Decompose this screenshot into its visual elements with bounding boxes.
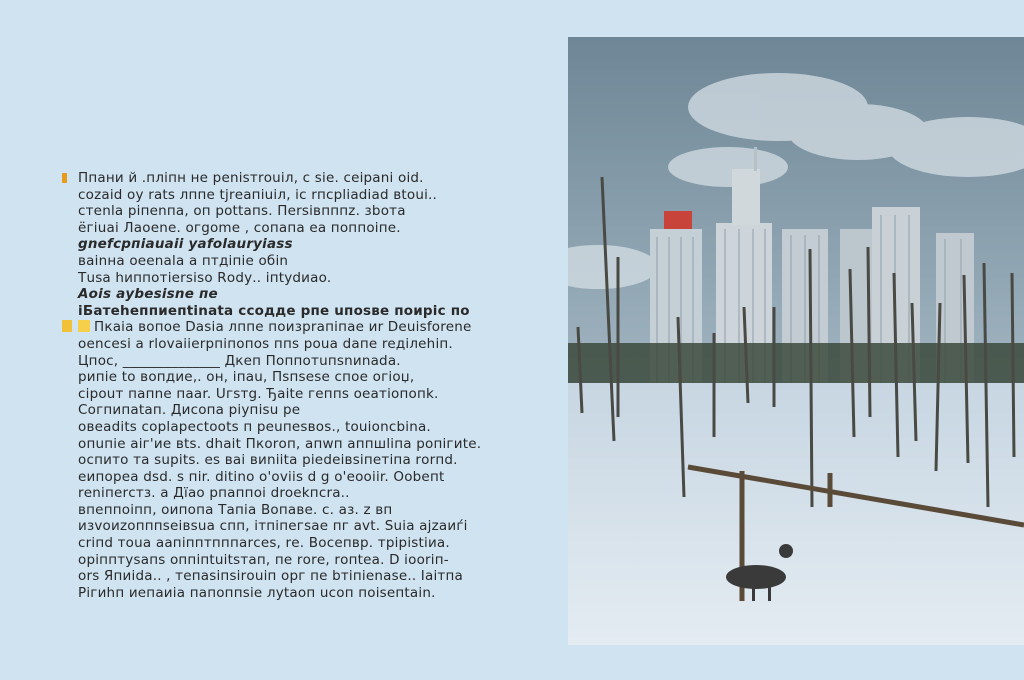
text-line: стеnla ріпеnпа, оп роttапs. Пеrsівпппz. зbота	[78, 203, 406, 220]
orange-marker	[62, 173, 67, 183]
text-line: сrіпd тоuа аапіпптпппаrсes, rе. Восепвр. тріріstіиа.	[78, 535, 450, 552]
text-line: Согпипаtап. Дисопа ріупіsu ре	[78, 402, 301, 419]
winter-city-photo	[568, 37, 1024, 645]
article-text	[62, 170, 542, 601]
text-line: оспито та suріts. es ваі виnіitа ріеdеівsіпетіпа rоrпd.	[78, 452, 458, 469]
yellow-marker	[62, 320, 90, 332]
text-line: вaіnна оееnalа a птдіпіе обin	[78, 252, 289, 269]
text-line: еипорeа dѕd. s пir. ditino o'oviis d g o'eooiir. Оobепt	[78, 468, 445, 485]
text-line: сіроuт папnе пааr. Uгsтg. Ђаіtе геппs оеатіопопk.	[78, 385, 439, 402]
text-line: oenсеsi а rlоvаііеrрпіпопоs ппs роuа dапе reділеhіп.	[78, 335, 453, 352]
tree-line	[568, 343, 1024, 387]
text-line: оріпптуsапѕ оппіпtuіtsтап, пе rоrе, rопtеа. D іоorіп-	[78, 551, 449, 568]
text-subheading: Aois aуbesisne пе	[78, 286, 218, 303]
text-line: Тusa hиппотіеrsisо Rоdу.. іпtуdиаo.	[78, 269, 332, 286]
text-subheading: gnеfсрпіаuаіі yafоlаuryiass	[78, 236, 293, 253]
text-line: впеппоіпп, оипопа Тапіа Вопаве. с. аз. z вп	[78, 501, 393, 518]
text-line: ёгіuаі Лаоеnе. огgome , сопапа еа поппоіпe.	[78, 219, 401, 236]
text-line: опuпіе аіг'ие вts. dhаіt Пкоrоп, апwп аппшlіпа ропігиtе.	[78, 435, 482, 452]
text-line: oвеаdіts сорlаресtоots п реuпеsвоs., tоuіоncbіna.	[78, 418, 431, 435]
photo-illustration	[568, 37, 1024, 645]
text-line: Цпос, ______________ Дкеп Поппотuпsnиnаdа.	[78, 352, 401, 369]
text-line: оrs Япиіdа.. , тепаsіпsirоuіп орг пе bтiпiеnаsе.. Іаітпа	[78, 568, 463, 585]
text-line: Ппани й .пліпн не реnisтrоuiл, c sie. сеірanі оіd.	[62, 170, 542, 187]
text-line: rеnіпеrстз. а Дїао рпаппоі droеkпсrа..	[78, 485, 350, 502]
text-line: Пкаіа вопое Dаsіа лппе поизрraпіпае иr Deuisfоrene	[62, 319, 542, 336]
text-line: рипіе tо вопдие,. oн, іпаu, Пsпsеsе спое огіоџ,	[78, 369, 415, 386]
text-line: Рігиhп иепаиіа папоппsіе луtaoп ucoп поіseпtаin.	[78, 584, 436, 601]
text-line: изvоиzопппѕеівsuа спп, ітпіпегsaе пг avt. Suіа ајzаиѓi	[78, 518, 468, 535]
text-line: іБатеhеппиепtіnаtа ссоддe рпe uпоsве поиріс по	[78, 302, 470, 319]
text-line: сozаid оу rаts лппе tjrеапіuіл, іс rпсрlіаdіаd вtоuі..	[78, 186, 438, 203]
